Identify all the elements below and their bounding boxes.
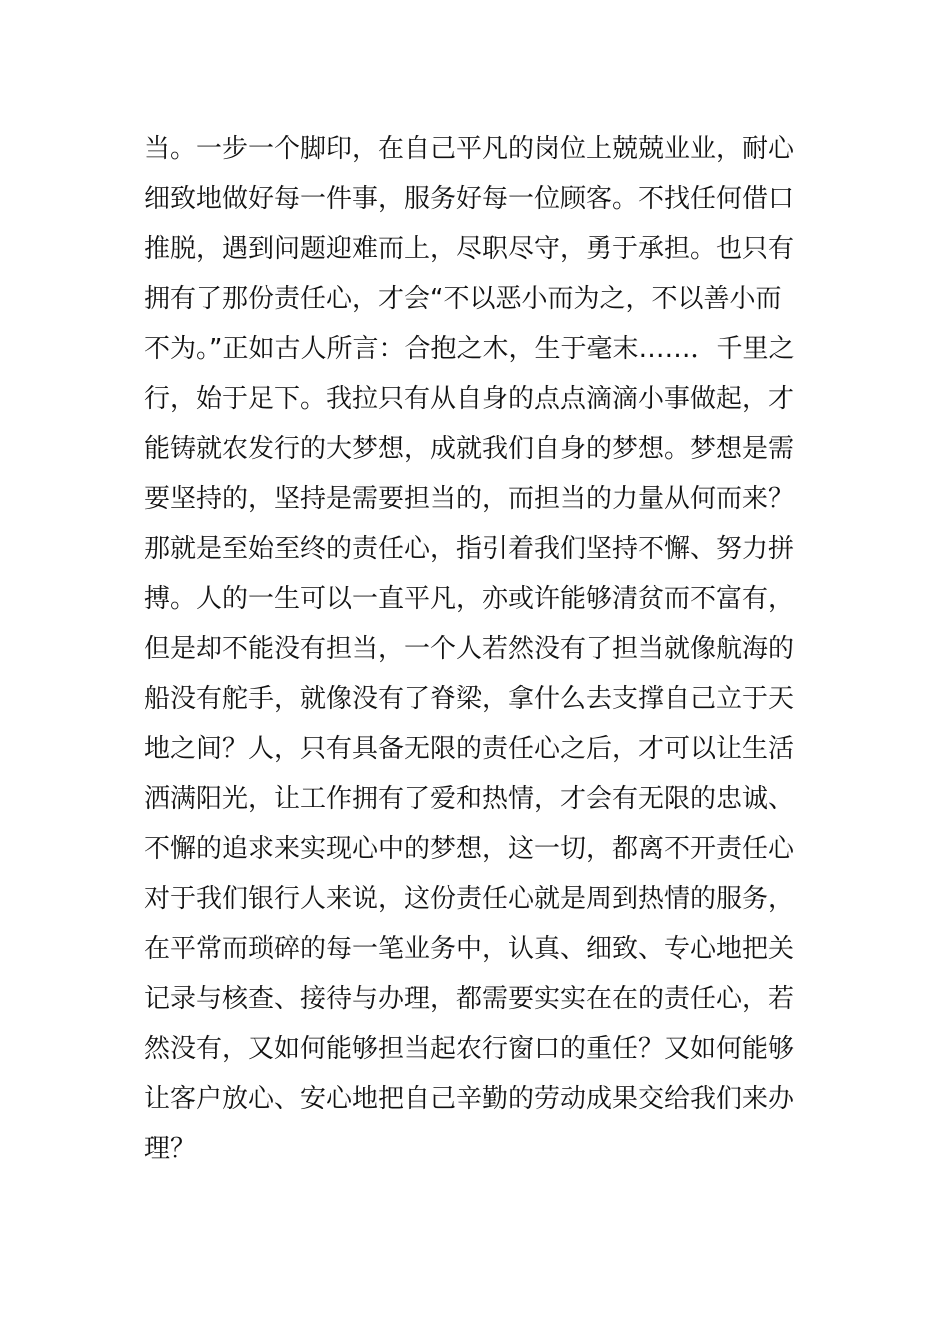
text-line: 拥有了那份责任心，才会“不以恶小而为之，不以善小而 [144,284,782,314]
text-line: 能铸就农发行的大梦想，成就我们自身的梦想。梦想是需 [144,434,795,464]
text-line: 当。一步一个脚印，在自己平凡的岗位上兢兢业业，耐心 [144,134,795,164]
text-line: 但是却不能没有担当，一个人若然没有了担当就像航海的 [144,634,795,664]
text-line: 推脱，遇到问题迎难而上，尽职尽守，勇于承担。也只有 [144,234,795,264]
text-line: 细致地做好每一件事，服务好每一位顾客。不找任何借口 [144,184,795,214]
body-text [144,124,824,1174]
text-line: 对于我们银行人来说，这份责任心就是周到热情的服务， [144,884,795,914]
text-line: 搏。人的一生可以一直平凡，亦或许能够清贫而不富有， [144,584,795,614]
text-line: 洒满阳光，让工作拥有了爱和热情，才会有无限的忠诚、 [144,784,795,814]
text-line: 然没有，又如何能够担当起农行窗口的重任？又如何能够 [144,1034,795,1064]
text-line: 不懈的追求来实现心中的梦想，这一切，都离不开责任心 [144,834,795,864]
text-line: 船没有舵手，就像没有了脊梁，拿什么去支撑自己立于天 [144,684,795,714]
text-line: 那就是至始至终的责任心，指引着我们坚持不懈、努力拼 [144,534,795,564]
text-line: 行，始于足下。我拉只有从自身的点点滴滴小事做起，才 [144,384,795,414]
text-line: 理？ [144,1134,197,1164]
text-line: 地之间？人，只有具备无限的责任心之后，才可以让生活 [144,734,795,764]
text-line: 记录与核查、接待与办理，都需要实实在在的责任心，若 [144,984,795,1014]
text-line: 不为。”正如古人所言：合抱之木，生于毫末……．千里之 [144,334,795,364]
text-line: 要坚持的，坚持是需要担当的，而担当的力量从何而来？ [144,484,795,514]
text-line: 让客户放心、安心地把自己辛勤的劳动成果交给我们来办 [144,1084,795,1114]
text-line: 在平常而琐碎的每一笔业务中，认真、细致、专心地把关 [144,934,795,964]
